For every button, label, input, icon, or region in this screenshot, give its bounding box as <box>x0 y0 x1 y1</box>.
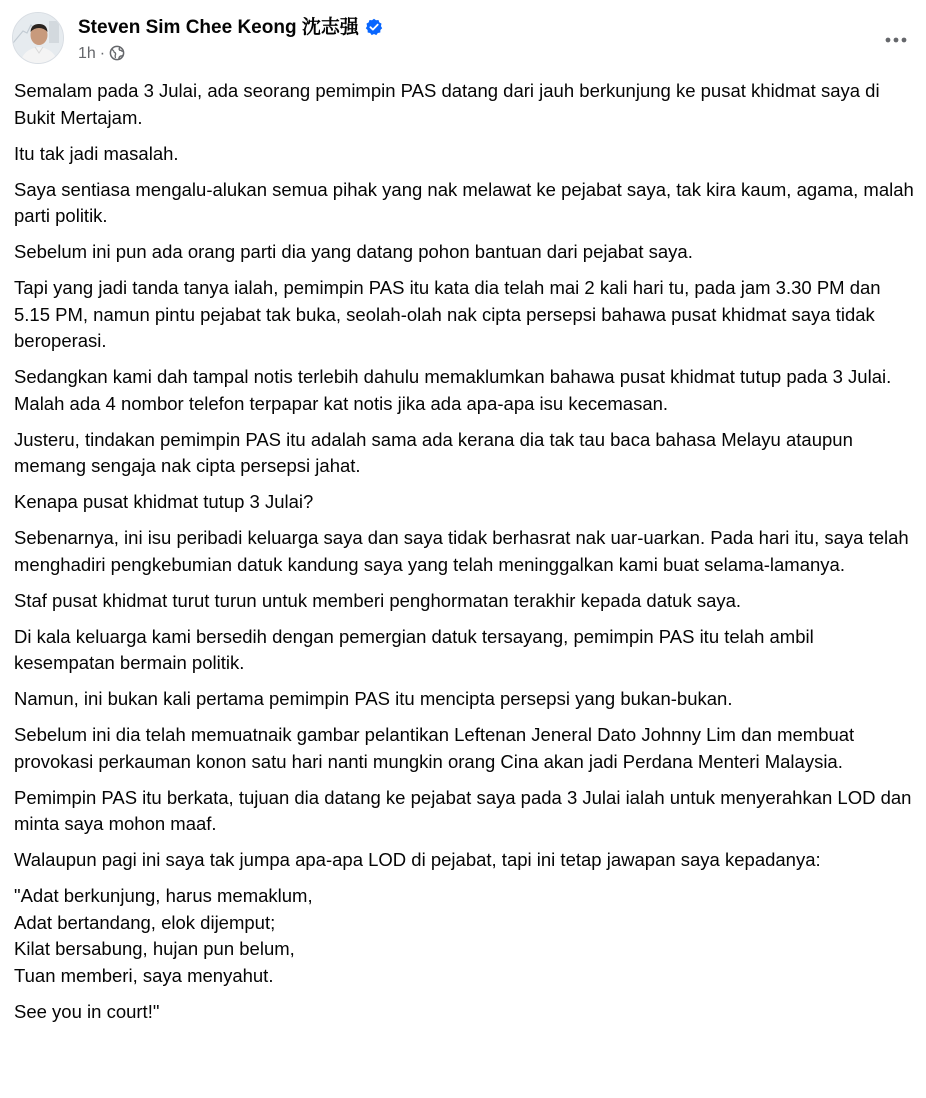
meta-separator: · <box>99 45 106 62</box>
pantun-line: Adat bertandang, elok dijemput; <box>14 911 276 933</box>
post-paragraph: Kenapa pusat khidmat tutup 3 Julai? <box>14 491 314 512</box>
pantun-verse <box>14 883 918 989</box>
post-paragraph: Semalam pada 3 Julai, ada seorang pemimpin PAS datang dari jauh berkunjung ke pusat khidmat saya di Bukit Mertajam. <box>14 80 880 128</box>
pantun-line: Tuan memberi, saya menyahut. <box>14 964 274 986</box>
post-paragraph: Staf pusat khidmat turut turun untuk memberi penghormatan terakhir kepada datuk saya. <box>14 589 742 611</box>
post-paragraph: Sebenarnya, ini isu peribadi keluarga saya dan saya tidak berhasrat nak uar-uarkan. Pada hari itu, saya telah menghadiri pengkebumian datuk kandung saya yang telah meninggalkan kami buat selama-lamanya. <box>14 527 909 575</box>
post-meta <box>78 44 125 64</box>
avatar-image <box>13 13 64 64</box>
author-avatar[interactable] <box>12 12 64 64</box>
pantun-line: "Adat berkunjung, harus memaklum, <box>14 885 313 906</box>
post-header <box>12 12 914 68</box>
post-paragraph: Walaupun pagi ini saya tak jumpa apa-apa LOD di pejabat, tapi ini tetap jawapan saya kepadanya: <box>14 849 821 870</box>
post-paragraph: Sebelum ini dia telah memuatnaik gambar pelantikan Leftenan Jeneral Dato Johnny Lim dan membuat provokasi perkauman konon satu hari nanti mungkin orang Cina akan jadi Perdana Menteri Malaysia. <box>14 724 855 772</box>
post-paragraph: Di kala keluarga kami bersedih dengan pemergian datuk tersayang, pemimpin PAS itu telah ambil kesempatan bermain politik. <box>14 625 814 673</box>
post-paragraph: Sedangkan kami dah tampal notis terlebih dahulu memaklumkan bahawa pusat khidmat tutup pada 3 Julai. Malah ada 4 nombor telefon terpapar kat notis jika ada apa-apa isu kecemasan. <box>14 366 892 414</box>
pantun-line: Kilat bersabung, hujan pun belum, <box>14 938 295 959</box>
post-body <box>14 78 918 1035</box>
verified-badge-icon <box>365 18 383 36</box>
post-paragraph: Tapi yang jadi tanda tanya ialah, pemimpin PAS itu kata dia telah mai 2 kali hari tu, pada jam 3.30 PM dan 5.15 PM, namun pintu pejabat tak buka, seolah-olah nak cipta persepsi bahawa pusat khidmat saya tidak beroperasi. <box>14 277 881 351</box>
post-paragraph: Namun, ini bukan kali pertama pemimpin PAS itu mencipta persepsi yang bukan-bukan. <box>14 688 733 709</box>
post-paragraph: Pemimpin PAS itu berkata, tujuan dia datang ke pejabat saya pada 3 Julai ialah untuk menyerahkan LOD dan minta saya mohon maaf. <box>14 786 912 834</box>
post-closing: See you in court!" <box>14 1000 160 1022</box>
post-paragraph: Justeru, tindakan pemimpin PAS itu adalah sama ada kerana dia tak tau baca bahasa Melayu ataupun memang sengaja nak cipta persepsi jahat. <box>14 428 853 476</box>
post-paragraph: Sebelum ini pun ada orang parti dia yang datang pohon bantuan dari pejabat saya. <box>14 241 693 262</box>
post-time[interactable]: 1h <box>78 45 96 62</box>
globe-icon[interactable] <box>109 45 125 61</box>
author-name[interactable] <box>78 16 383 40</box>
author-name-text[interactable]: Steven Sim Chee Keong 沈志强 <box>78 17 359 38</box>
more-options-icon[interactable] <box>878 22 914 58</box>
post-paragraph: Itu tak jadi masalah. <box>14 142 179 164</box>
post-paragraph: Saya sentiasa mengalu-alukan semua pihak yang nak melawat ke pejabat saya, tak kira kaum, agama, malah parti politik. <box>14 178 914 226</box>
